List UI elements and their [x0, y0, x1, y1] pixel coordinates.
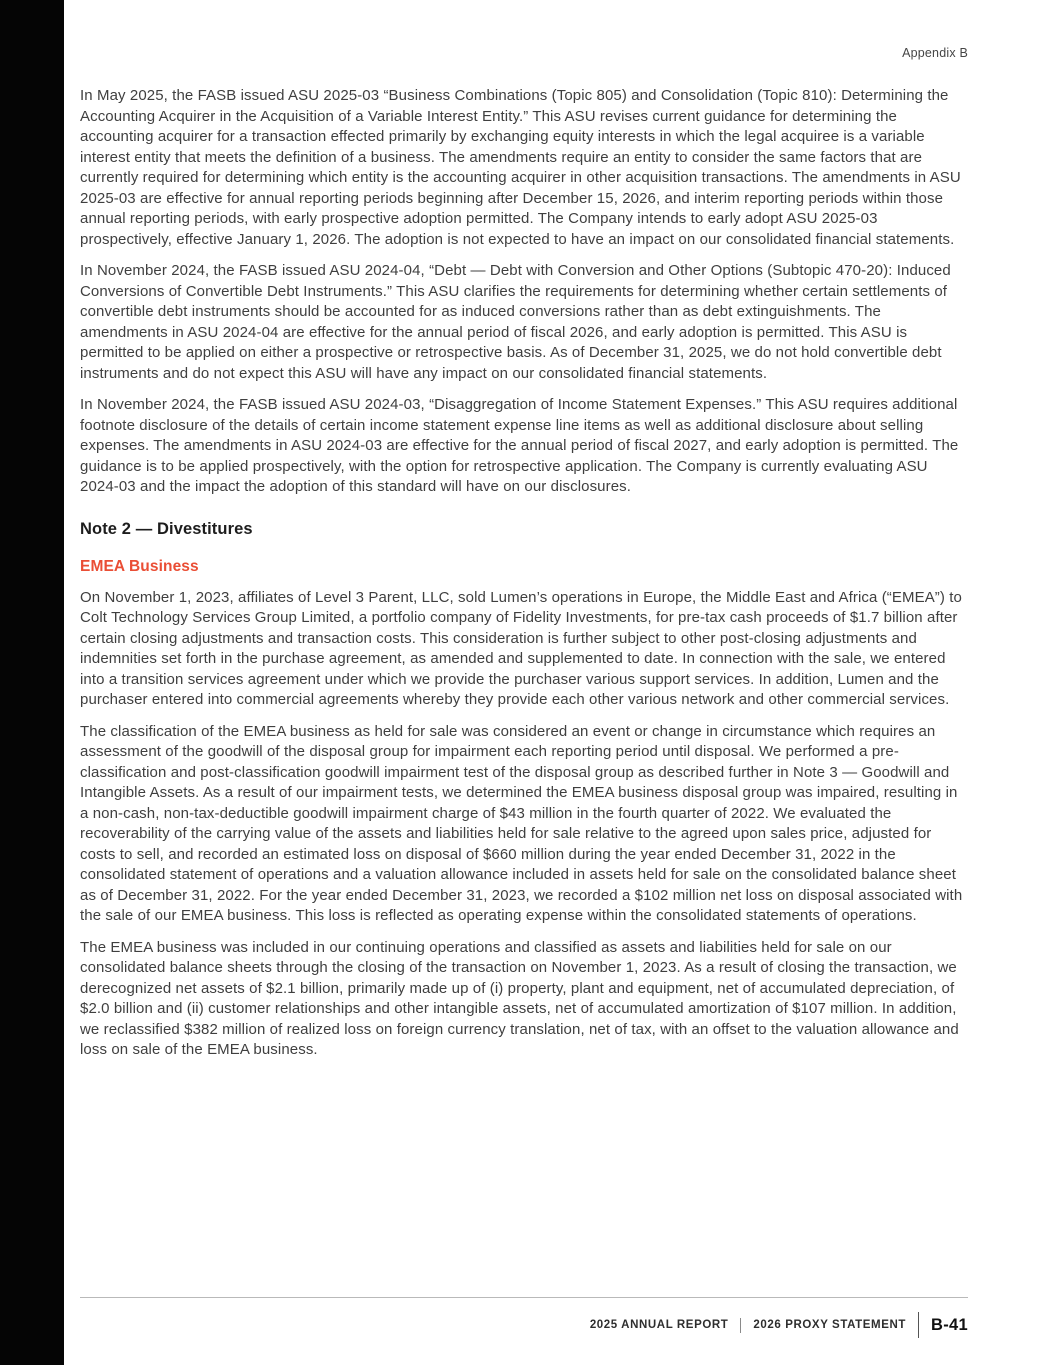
paragraph-asu-2025-03: In May 2025, the FASB issued ASU 2025-03 “Business Combinations (Topic 805) and Consolidation (Topic 810): Determining the Accounting Acquirer in the Acquisition of a Variable Interest Entity.” This ASU revises current guidance for determining the accounting acquirer for a transaction effected primarily by exchanging equity interests in which the legal acquiree is a variable interest entity that meets the definition of a business. The amendments require an entity to consider the same factors that are currently required for determining which entity is the accounting acquirer in other acquisition transactions. The amendments in ASU 2025-03 are effective for annual reporting periods beginning after December 15, 2026, and interim reporting periods within those annual reporting periods, with early prospective adoption permitted. The Company intends to early adopt ASU 2025-03 prospectively, effective January 1, 2026. The adoption is not expected to have an impact on our consolidated financial statements. — [80, 87, 961, 248]
document-body — [80, 86, 968, 1061]
paragraph-emea-impairment: The classification of the EMEA business as held for sale was considered an event or change in circumstance which requires an assessment of the goodwill of the disposal group for impairment each reporting period until disposal. We performed a pre-classification and post-classification goodwill impairment test of the disposal group as described further in Note 3 — Goodwill and Intangible Assets. As a result of our impairment tests, we determined the EMEA business disposal group was impaired, resulting in a non-cash, non-tax-deductible goodwill impairment charge of $43 million in the fourth quarter of 2022. We evaluated the recoverability of the carrying value of the assets and liabilities held for sale relative to the agreed upon sales price, adjusted for costs to sell, and recorded an estimated loss on disposal of $660 million during the year ended December 31, 2022 in the consolidated statement of operations and a valuation allowance included in assets held for sale on the consolidated balance sheet as of December 31, 2022. For the year ended December 31, 2023, we recorded a $102 million net loss on disposal associated with the sale of our EMEA business. This loss is reflected as operating expense within the consolidated statements of operations. — [80, 722, 963, 924]
footer-rule — [80, 1297, 968, 1298]
paragraph-asu-2024-03: In November 2024, the FASB issued ASU 2024-03, “Disaggregation of Income Statement Expenses.” This ASU requires additional footnote disclosure of the details of certain income statement expense line items as well as additional disclosure about selling expenses. The amendments in ASU 2024-03 are effective for the annual period of fiscal 2027, and early adoption is permitted. The guidance is to be applied prospectively, with the option for retrospective application. The Company is currently evaluating ASU 2024-03 and the impact the adoption of this standard will have on our disclosures. — [80, 396, 959, 495]
footer-row — [80, 1312, 968, 1338]
note2-divestitures-heading: Note 2 — Divestitures — [80, 519, 253, 538]
emea-business-heading: EMEA Business — [80, 557, 199, 575]
page-number: B-41 — [931, 1315, 968, 1334]
page-content — [80, 0, 968, 1072]
paragraph-asu-2024-04: In November 2024, the FASB issued ASU 2024-04, “Debt — Debt with Conversion and Other Options (Subtopic 470-20): Induced Conversions of Convertible Debt Instruments.” This ASU clarifies the requirements for determining whether certain settlements of convertible debt instruments should be accounted for as induced conversions rather than as debt extinguishments. The amendments in ASU 2024-04 are effective for the annual period of fiscal 2026, and early adoption is permitted. This ASU is permitted to be applied on either a prospective or retrospective basis. As of December 31, 2025, we do not hold convertible debt instruments and do not expect this ASU will have any impact on our consolidated financial statements. — [80, 262, 951, 382]
annual-report-label: 2025 ANNUAL REPORT — [589, 1319, 729, 1331]
paragraph-emea-sale: On November 1, 2023, affiliates of Level 3 Parent, LLC, sold Lumen’s operations in Europe, the Middle East and Africa (“EMEA”) to Colt Technology Services Group Limited, a portfolio company of Fidelity Investments, for pre-tax cash proceeds of $1.7 billion after certain closing adjustments and transaction costs. This consideration is further subject to other post-closing adjustments and indemnities set forth in the purchase agreement, as amended and supplemented to date. In connection with the sale, we entered into a transition services agreement under which we provide the purchaser various support services. In addition, Lumen and the purchaser entered into commercial agreements whereby they provide each other various network and other commercial services. — [80, 588, 962, 708]
footer-divider — [740, 1318, 741, 1333]
page-footer — [80, 1297, 968, 1365]
page-header — [80, 0, 968, 60]
paragraph-emea-derecognition: The EMEA business was included in our continuing operations and classified as assets and liabilities held for sale on our consolidated balance sheets through the closing of the transaction on November 1, 2023. As a result of closing the transaction, we derecognized net assets of $2.1 billion, primarily made up of (i) property, plant and equipment, net of accumulated depreciation, of $2.0 billion and (ii) customer relationships and other intangible assets, net of accumulated amortization of $107 million. In addition, we reclassified $382 million of realized loss on foreign currency translation, net of tax, with an offset to the valuation allowance and loss on sale of the EMEA business. — [80, 938, 959, 1058]
footer-divider-tall — [918, 1312, 919, 1338]
appendix-label: Appendix B — [902, 46, 968, 60]
proxy-statement-label: 2026 PROXY STATEMENT — [753, 1319, 907, 1331]
left-spine-bar — [0, 0, 64, 1365]
